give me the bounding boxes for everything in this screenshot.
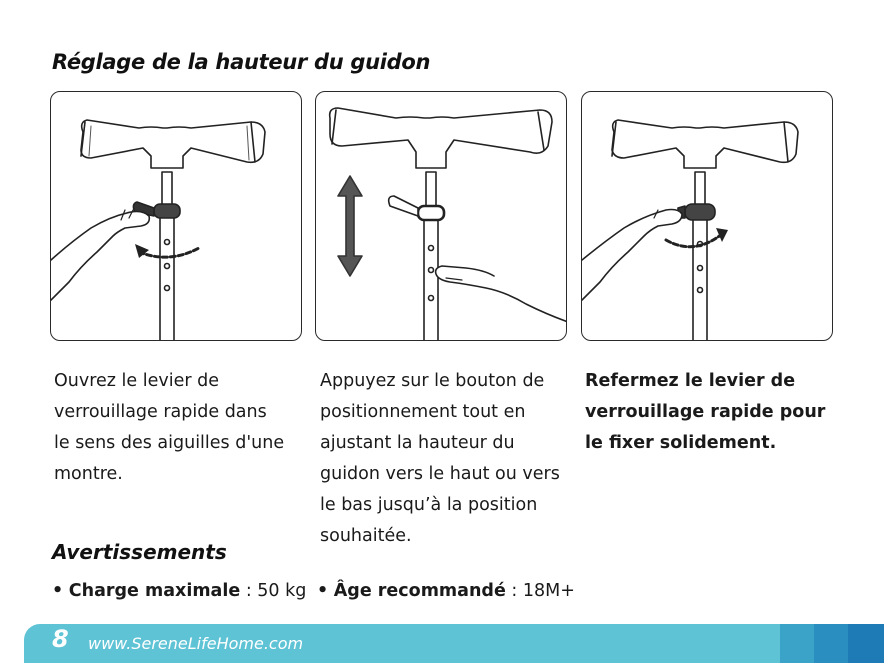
bullet: •: [52, 581, 64, 601]
close-lever-rotate-clockwise-icon: [582, 92, 833, 341]
warnings-heading: Avertissements: [52, 540, 227, 564]
website-link[interactable]: www.SereneLifeHome.com: [88, 634, 304, 653]
step-1-instruction: Ouvrez le levier de verrouillage rapide dans le sens des aiguilles d'une montre.: [54, 371, 285, 484]
footer-block: [848, 624, 884, 663]
bullet: •: [317, 581, 329, 601]
warning-label: Âge recommandé: [333, 581, 506, 601]
warning-value: 18M+: [522, 581, 575, 601]
separator: :: [505, 581, 523, 601]
step-2-instruction: Appuyez sur le bouton de positionnement tout en ajustant la hauteur du guidon vers le haut ou vers le bas jusqu’à la position souhaitée.: [320, 371, 560, 546]
warning-value: 50 kg: [257, 581, 307, 601]
warning-label: Charge maximale: [68, 581, 241, 601]
warning-max-load: [52, 581, 306, 601]
open-lever-rotate-counterclockwise-icon: [51, 92, 302, 341]
footer-block: [780, 624, 814, 663]
step-3-instruction: Refermez le levier de verrouillage rapide pour le fixer solidement.: [585, 371, 826, 453]
page-footer: [0, 624, 884, 663]
separator: :: [240, 581, 258, 601]
press-button-adjust-height-icon: [316, 92, 567, 341]
page-title: Réglage de la hauteur du guidon: [52, 50, 431, 74]
page-number: 8: [52, 625, 69, 653]
warning-recommended-age: [317, 581, 575, 601]
step-3-illustration: [581, 91, 833, 341]
step-2-illustration: [315, 91, 567, 341]
step-1-illustration: [50, 91, 302, 341]
footer-block: [814, 624, 848, 663]
